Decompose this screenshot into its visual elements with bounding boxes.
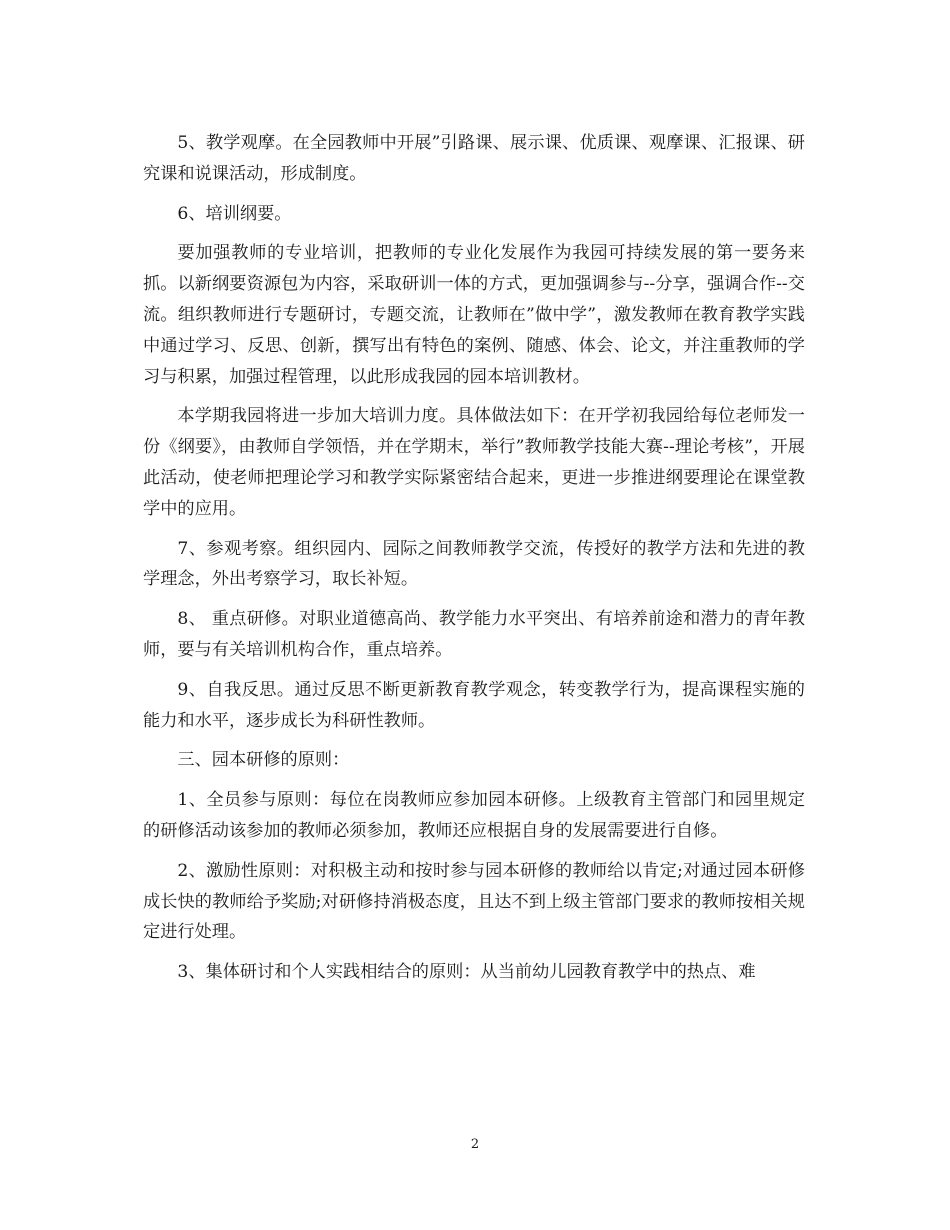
paragraph-key-research: 8、 重点研修。对职业道德高尚、教学能力水平突出、有培养前途和潜力的青年教师，要与有关培训机构合作，重点培养。	[143, 609, 805, 660]
paragraph-visit-inspection: 7、参观考察。组织园内、园际之间教师教学交流，传授好的教学方法和先进的教学理念，外出考察学习，取长补短。	[143, 538, 805, 590]
paragraph-collective-research: 3、集体研讨和个人实践相结合的原则：从当前幼儿园教育教学中的热点、难	[177, 962, 756, 983]
paragraph-professional-training: 要加强教师的专业培训，把教师的专业化发展作为我园可持续发展的第一要务来抓。以新纲要资源包为内容，采取研训一体的方式，更加强调参与--分享，强调合作--交流。组织教师进行专题研讨，专题交流，让教师在”做中学”，激发教师在教育教学实践中通过学习、反思、创新，撰写出有特色的案例、随感、体会、论文，并注重教师的学习与积累，加强过程管理，以此形成我园的园本培训教材。	[143, 243, 805, 387]
paragraph-training-outline-heading: 6、培训纲要。	[177, 203, 292, 224]
paragraph-self-reflection: 9、自我反思。通过反思不断更新教育教学观念，转变教学行为，提高课程实施的能力和水平，逐步成长为科研性教师。	[143, 679, 805, 731]
paragraph-semester-training: 本学期我园将进一步加大培训力度。具体做法如下：在开学初我园给每位老师发一份《纲要》，由教师自学领悟，并在学期末，举行”教师教学技能大赛--理论考核”，开展此活动，使老师把理论学习和教学实际紧密结合起来，更进一步推进纲要理论在课堂教学中的应用。	[143, 406, 805, 519]
page-number: 2	[470, 1137, 480, 1152]
paragraph-teaching-observation: 5、教学观摩。在全园教师中开展”引路课、展示课、优质课、观摩课、汇报课、研究课和说课活动，形成制度。	[143, 133, 805, 184]
document-body	[143, 128, 805, 997]
section-heading-principles: 三、园本研修的原则：	[177, 750, 350, 771]
paragraph-full-participation: 1、全员参与原则：每位在岗教师应参加园本研修。上级教育主管部门和园里规定的研修活动该参加的教师必须参加，教师还应根据自身的发展需要进行自修。	[143, 790, 805, 841]
paragraph-incentive-principle: 2、激励性原则：对积极主动和按时参与园本研修的教师给以肯定;对通过园本研修成长快的教师给予奖励;对研修持消极态度，且达不到上级主管部门要求的教师按相关规定进行处理。	[143, 860, 805, 943]
